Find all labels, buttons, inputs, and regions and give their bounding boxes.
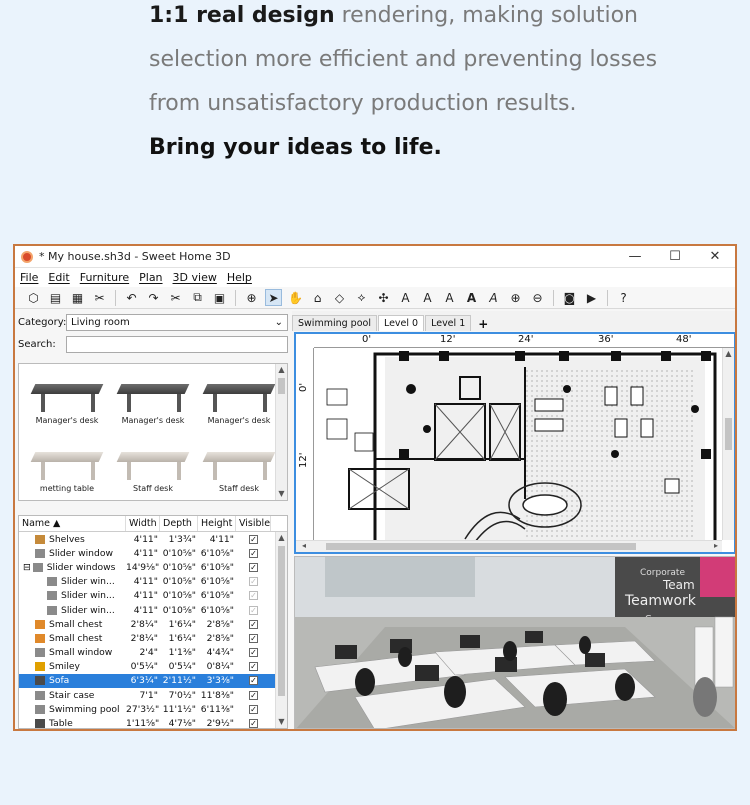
cell-visible [236, 719, 271, 728]
cell-depth: 1'1⅜" [168, 647, 196, 659]
catalog-item-label: Manager's desk [207, 416, 271, 425]
cell-name [19, 704, 126, 715]
table-row[interactable] [19, 674, 287, 688]
add-level-button[interactable]: + [478, 317, 489, 331]
cell-width: 4'11" [133, 604, 158, 616]
visible-checkbox[interactable]: ✓ [250, 605, 257, 615]
scroll-up-icon[interactable]: ▲ [278, 365, 285, 374]
furniture-icon [33, 563, 43, 572]
desk-top-shape [31, 384, 104, 394]
desk-leg-shape [41, 394, 45, 412]
furniture-icon [47, 591, 57, 600]
cell-visible [236, 691, 271, 700]
table-row[interactable] [19, 631, 287, 645]
toolbar-separator [115, 290, 116, 306]
maximize-button[interactable]: ☐ [669, 249, 681, 264]
paste-icon[interactable]: ▣ [213, 290, 226, 305]
pan-icon[interactable]: ✋ [288, 290, 303, 305]
cell-depth: 4'7⅛" [168, 718, 196, 729]
visible-checkbox[interactable]: ✓ [250, 633, 257, 643]
visible-checkbox[interactable]: ✓ [250, 577, 257, 587]
category-label: Category: [18, 316, 67, 328]
marketing-line-1: 1:1 real design rendering, making solution [149, 3, 638, 28]
cell-width: 0'5¼" [130, 661, 158, 673]
furniture-icon [35, 676, 45, 685]
table-row[interactable] [19, 603, 287, 617]
column-header-height[interactable]: Height [198, 516, 236, 531]
cell-depth: 0'10⅝" [162, 561, 196, 573]
video-icon[interactable]: ▶ [586, 290, 597, 305]
cell-width: 6'3¼" [130, 675, 158, 687]
floor-plan-drawing [315, 349, 720, 542]
copy-icon[interactable]: ⧉ [193, 290, 202, 304]
3d-view[interactable] [294, 556, 736, 729]
cell-depth: 0'10⅝" [162, 547, 196, 559]
furniture-name: Stair case [49, 689, 95, 701]
scroll-up-icon[interactable]: ▲ [278, 533, 285, 542]
furniture-name: Table [49, 718, 73, 729]
catalog-item[interactable] [197, 436, 281, 501]
cell-name [19, 675, 126, 686]
cell-name [19, 576, 126, 587]
cell-visible [236, 563, 271, 572]
menu-help[interactable]: Help [226, 271, 252, 284]
toolbar-separator [235, 290, 236, 306]
furniture-icon [35, 634, 45, 643]
furniture-name: Swimming pool [49, 703, 120, 715]
visible-checkbox[interactable]: ✓ [250, 648, 257, 658]
table-row[interactable] [19, 589, 287, 603]
desk-leg-shape [127, 462, 131, 480]
add-text-icon[interactable]: A [401, 290, 410, 305]
desk-leg-shape [177, 462, 181, 480]
visible-checkbox[interactable]: ✓ [250, 548, 257, 558]
menu-bar [15, 268, 735, 287]
toolbar-separator [607, 290, 608, 306]
cell-depth: 0'5¼" [168, 661, 196, 673]
furniture-icon [35, 620, 45, 629]
tab-level-0[interactable]: Level 0 [378, 315, 424, 331]
scroll-up-icon[interactable]: ▲ [725, 349, 732, 358]
cell-depth: 0'10⅝" [162, 590, 196, 602]
create-dimensions-icon[interactable]: ✣ [378, 290, 389, 305]
furniture-icon [35, 535, 45, 544]
wall-text: Team [663, 578, 695, 592]
cell-visible [236, 648, 271, 657]
cell-width: 2'4" [139, 647, 158, 659]
desk-top-shape [117, 452, 190, 462]
cell-visible [236, 634, 271, 643]
furniture-icon [35, 719, 45, 728]
visible-checkbox[interactable]: ✓ [250, 719, 257, 729]
office-render [295, 557, 736, 729]
table-row[interactable] [19, 646, 287, 660]
furniture-name: Small window [49, 647, 113, 659]
cell-height: 11'8⅜" [200, 689, 234, 701]
cell-width: 4'11" [133, 590, 158, 602]
tab-level-1[interactable]: Level 1 [425, 315, 471, 331]
chevron-down-icon: ⌄ [274, 316, 283, 328]
cell-width: 27'3½" [126, 703, 160, 715]
cell-height: 6'10⅝" [200, 561, 234, 573]
plan-vscroll[interactable] [722, 348, 734, 540]
desk-top-shape [203, 384, 276, 394]
scroll-left-icon[interactable]: ◂ [302, 541, 307, 550]
furniture-name: Shelves [49, 533, 85, 545]
cell-depth: 11'1½" [162, 703, 196, 715]
cell-height: 4'11" [209, 533, 234, 545]
cell-depth: 1'6¼" [168, 618, 196, 630]
furniture-icon [47, 577, 57, 586]
furniture-name: Small chest [49, 632, 103, 644]
marketing-line-2: selection more efficient and preventing losses [149, 47, 658, 72]
visible-checkbox[interactable]: ✓ [250, 690, 257, 700]
catalog-item[interactable] [25, 368, 109, 433]
cell-height: 6'10⅝" [200, 590, 234, 602]
catalog-item[interactable] [111, 436, 195, 501]
furniture-icon [35, 705, 45, 714]
undo-icon[interactable]: ↶ [126, 290, 137, 305]
catalog-scrollbar[interactable] [275, 364, 287, 500]
table-row[interactable] [19, 716, 287, 729]
menu-plan[interactable]: Plan [139, 271, 163, 284]
cut-tools-icon[interactable]: ✂ [94, 290, 105, 305]
furniture-name: Slider win... [61, 604, 115, 616]
floor-plan[interactable] [294, 332, 736, 554]
wall-text: Teamwork [625, 593, 696, 609]
save-icon[interactable]: ▦ [71, 290, 84, 305]
toolbar-separator [553, 290, 554, 306]
table-row[interactable] [19, 702, 287, 716]
visible-checkbox[interactable]: ✓ [250, 534, 257, 544]
cell-visible [236, 705, 271, 714]
column-header-depth[interactable]: Depth [160, 516, 198, 531]
cell-height: 2'8⅝" [206, 618, 234, 630]
ruler-horizontal [314, 334, 734, 348]
plan-hscroll[interactable] [296, 540, 722, 552]
cell-depth: 2'11½" [162, 675, 196, 687]
desk-leg-shape [263, 394, 267, 412]
plan-panel [292, 311, 737, 731]
photo-icon[interactable]: ◙ [563, 290, 576, 305]
collapse-icon[interactable]: ⊟ [23, 561, 31, 573]
menu-furniture[interactable]: Furniture [79, 271, 130, 284]
column-header-width[interactable]: Width [126, 516, 160, 531]
cell-name [19, 647, 126, 658]
furniture-name: Slider win... [61, 576, 115, 588]
ruler-vertical [296, 348, 314, 540]
visible-checkbox[interactable]: ✓ [250, 676, 257, 686]
ruler-tick: 0' [298, 382, 309, 392]
desk-thumbnail [197, 436, 281, 484]
furniture-panel [15, 311, 289, 729]
desk-leg-shape [91, 394, 95, 412]
visible-checkbox[interactable]: ✓ [250, 662, 257, 672]
cell-height: 6'11⅜" [200, 703, 234, 715]
table-row[interactable] [19, 660, 287, 674]
furniture-name: Sofa [49, 675, 70, 687]
cell-width: 7'1" [139, 689, 158, 701]
cell-visible [236, 676, 271, 685]
ruler-tick: 48' [676, 334, 692, 345]
title-bar[interactable] [15, 246, 735, 268]
category-select[interactable] [66, 314, 288, 331]
cell-visible [236, 549, 271, 558]
wall-text: Corporate [640, 568, 685, 578]
scroll-right-icon[interactable]: ▸ [713, 541, 718, 550]
cell-name [19, 633, 126, 644]
visible-checkbox[interactable]: ✓ [250, 562, 257, 572]
furniture-icon [35, 549, 45, 558]
scrollbar-thumb[interactable] [326, 543, 636, 550]
catalog-item-label: Manager's desk [121, 416, 185, 425]
cell-name [19, 605, 126, 616]
cell-width: 2'8¼" [130, 632, 158, 644]
cell-name [19, 548, 126, 559]
ruler-tick: 24' [518, 334, 534, 345]
table-row[interactable] [19, 532, 287, 546]
zoom-out-icon[interactable]: ⊖ [532, 290, 543, 305]
marketing-cta: Bring your ideas to life. [149, 135, 442, 160]
menu-edit[interactable]: Edit [48, 271, 70, 284]
table-row[interactable] [19, 688, 287, 702]
ruler-tick: 12' [440, 334, 456, 345]
desk-leg-shape [177, 394, 181, 412]
create-polylines-icon[interactable]: ⟡ [357, 290, 366, 304]
cell-width: 14'9⅛" [126, 561, 160, 573]
furniture-name: Smiley [49, 661, 80, 673]
level-tabs [292, 311, 737, 331]
close-button[interactable]: ✕ [709, 249, 721, 264]
cell-depth: 1'6¼" [168, 632, 196, 644]
ruler-tick: 0' [362, 334, 372, 345]
cell-visible [236, 620, 271, 629]
search-input[interactable] [66, 336, 288, 353]
cut-icon[interactable]: ✂ [170, 290, 181, 305]
cell-width: 4'11" [133, 547, 158, 559]
cell-visible [236, 662, 271, 671]
catalog-item-label: Manager's desk [35, 416, 99, 425]
help-icon[interactable]: ? [620, 290, 627, 305]
desk-leg-shape [213, 394, 217, 412]
cell-height: 6'10⅝" [200, 576, 234, 588]
open-icon[interactable]: ▤ [49, 290, 62, 305]
cell-depth: 1'3¾" [168, 533, 196, 545]
desk-leg-shape [127, 394, 131, 412]
cell-visible [236, 591, 271, 600]
cell-height: 6'10⅝" [200, 604, 234, 616]
cell-height: 4'4¾" [206, 647, 234, 659]
increase-text-icon[interactable]: A [423, 290, 432, 305]
redo-icon[interactable]: ↷ [148, 290, 159, 305]
cell-name [19, 690, 126, 701]
category-row [15, 311, 289, 333]
catalog-item[interactable] [197, 368, 281, 433]
table-row[interactable] [19, 575, 287, 589]
cell-height: 2'9½" [206, 718, 234, 729]
scroll-down-icon[interactable]: ▼ [278, 489, 285, 498]
tab-swimming-pool[interactable]: Swimming pool [292, 315, 377, 331]
visible-checkbox[interactable]: ✓ [250, 591, 257, 601]
furniture-catalog [18, 363, 288, 501]
category-value: Living room [71, 316, 130, 328]
scrollbar-thumb[interactable] [278, 378, 285, 394]
column-header-name[interactable]: Name ▲ [19, 516, 126, 531]
cell-height: 0'8¼" [206, 661, 234, 673]
furniture-icon [35, 691, 45, 700]
cell-width: 4'11" [133, 533, 158, 545]
furniture-name: Small chest [49, 618, 103, 630]
column-header-visible[interactable]: Visible [236, 516, 271, 531]
table-body [19, 532, 287, 729]
cell-visible [236, 535, 271, 544]
cell-depth: 0'10⅝" [162, 576, 196, 588]
scrollbar-thumb[interactable] [725, 418, 732, 450]
window-title: * My house.sh3d - Sweet Home 3D [39, 250, 231, 263]
cell-name [19, 534, 126, 545]
furniture-name: Slider windows [46, 561, 116, 573]
visible-checkbox[interactable]: ✓ [250, 704, 257, 714]
cell-name [19, 562, 126, 573]
furniture-table [18, 515, 288, 729]
catalog-item[interactable] [25, 436, 109, 501]
minimize-button[interactable]: — [628, 249, 642, 264]
furniture-name: Slider window [49, 547, 113, 559]
desk-top-shape [203, 452, 276, 462]
bold-icon[interactable]: A [466, 290, 477, 305]
table-thumbnail [25, 436, 109, 484]
scroll-down-icon[interactable]: ▼ [278, 717, 285, 726]
catalog-item[interactable] [111, 368, 195, 433]
cell-visible [236, 606, 271, 615]
desk-thumbnail [111, 368, 195, 416]
desk-thumbnail [197, 368, 281, 416]
desk-top-shape [117, 384, 190, 394]
desk-leg-shape [263, 462, 267, 480]
create-walls-icon[interactable]: ⌂ [313, 290, 322, 305]
italic-icon[interactable]: A [489, 290, 498, 305]
desk-leg-shape [213, 462, 217, 480]
desk-thumbnail [25, 368, 109, 416]
marketing-text [149, 0, 709, 170]
furniture-name: Slider win... [61, 590, 115, 602]
menu-3d-view[interactable]: 3D view [172, 271, 217, 284]
cell-depth: 7'0½" [168, 689, 196, 701]
cell-height: 6'10⅝" [200, 547, 234, 559]
table-row[interactable] [19, 546, 287, 560]
visible-checkbox[interactable]: ✓ [250, 619, 257, 629]
cell-height: 2'8⅝" [206, 632, 234, 644]
menu-file[interactable]: File [20, 271, 39, 284]
desk-leg-shape [41, 462, 45, 480]
app-window [13, 244, 737, 731]
toolbar [15, 287, 735, 309]
add-furniture-icon[interactable]: ⊕ [246, 290, 257, 305]
zoom-in-icon[interactable]: ⊕ [510, 290, 521, 305]
cell-width: 2'8¼" [130, 618, 158, 630]
new-home-icon[interactable]: ⬡ [28, 290, 39, 305]
cell-visible [236, 577, 271, 586]
furniture-icon [35, 662, 45, 671]
table-header [19, 516, 287, 532]
ruler-tick: 12' [298, 452, 309, 468]
cell-name [19, 590, 126, 601]
furniture-icon [35, 648, 45, 657]
catalog-item-label: Staff desk [219, 484, 259, 493]
cell-width: 4'11" [133, 576, 158, 588]
app-logo-icon [21, 251, 33, 263]
search-row [15, 333, 289, 355]
desk-thumbnail [111, 436, 195, 484]
cell-width: 1'11⅝" [126, 718, 160, 729]
search-label: Search: [18, 338, 56, 350]
desk-top-shape [31, 452, 104, 462]
scrollbar-thumb[interactable] [278, 546, 285, 696]
decrease-text-icon[interactable]: A [445, 290, 454, 305]
table-row[interactable] [19, 560, 287, 574]
table-row[interactable] [19, 617, 287, 631]
cell-depth: 0'10⅝" [162, 604, 196, 616]
catalog-item-label: metting table [39, 484, 95, 493]
cell-height: 3'3⅜" [206, 675, 234, 687]
cell-name [19, 661, 126, 672]
create-rooms-icon[interactable]: ◇ [334, 290, 345, 305]
marketing-line-3: from unsatisfactory production results. [149, 91, 577, 116]
catalog-item-label: Staff desk [133, 484, 173, 493]
table-scrollbar[interactable] [275, 532, 287, 728]
select-icon[interactable]: ➤ [265, 289, 282, 306]
cell-name [19, 619, 126, 630]
desk-leg-shape [91, 462, 95, 480]
furniture-icon [47, 606, 57, 615]
cell-name [19, 718, 126, 729]
ruler-tick: 36' [598, 334, 614, 345]
